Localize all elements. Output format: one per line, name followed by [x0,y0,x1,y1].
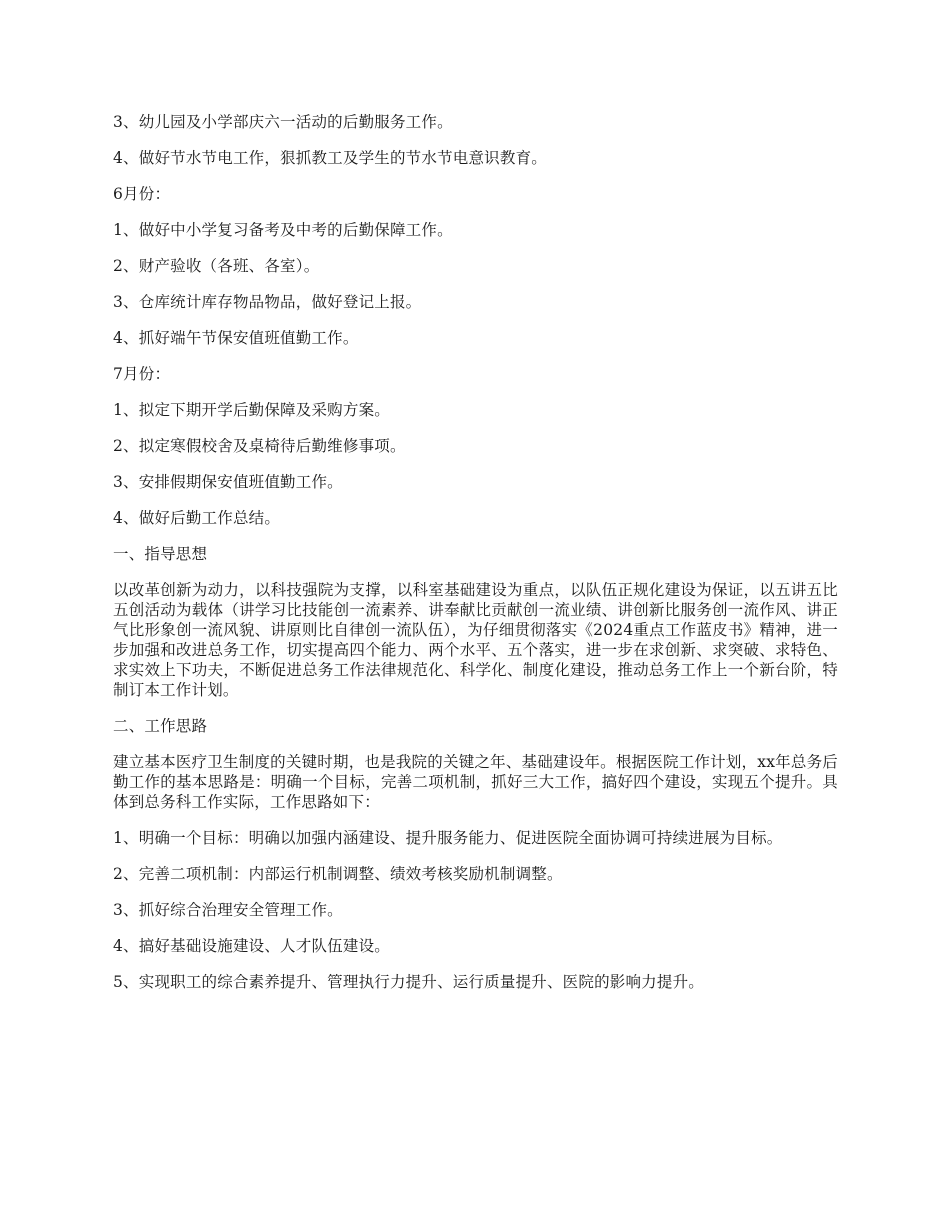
section-heading-june: 6月份： [113,185,171,203]
list-item: 4、做好后勤工作总结。 [113,509,281,527]
list-item: 3、仓库统计库存物品物品，做好登记上报。 [113,293,422,311]
list-item: 1、做好中小学复习备考及中考的后勤保障工作。 [113,221,453,239]
body-paragraph: 以改革创新为动力，以科技强院为支撑，以科室基础建设为重点，以队伍正规化建设为保证，以五讲五比五创活动为载体（讲学习比技能创一流素养、讲奉献比贡献创一流业绩、讲创新比服务创一流作风、讲正气比形象创一流风貌、讲原则比自律创一流队伍），为仔细贯彻落实《2024重点工作蓝皮书》精神，进一步加强和改进总务工作，切实提高四个能力、两个水平、五个落实，进一步在求创新、求突破、求特色、求实效上下功夫，不断促进总务工作法律规范化、科学化、制度化建设，推动总务工作上一个新台阶，特制订本工作计划。 [113,581,838,699]
list-item: 3、安排假期保安值班值勤工作。 [113,473,343,491]
list-item: 4、抓好端午节保安值班值勤工作。 [113,329,359,347]
list-item: 1、拟定下期开学后勤保障及采购方案。 [113,401,390,419]
list-item: 3、幼儿园及小学部庆六一活动的后勤服务工作。 [113,113,453,131]
list-item: 3、抓好综合治理安全管理工作。 [113,901,343,919]
list-item: 4、搞好基础设施建设、人才队伍建设。 [113,937,390,955]
list-item: 2、财产验收（各班、各室）。 [113,257,320,275]
section-heading-july: 7月份： [113,365,171,383]
section-heading-work-approach: 二、工作思路 [113,717,208,735]
list-item: 2、完善二项机制：内部运行机制调整、绩效考核奖励机制调整。 [113,865,563,883]
list-item: 5、实现职工的综合素养提升、管理执行力提升、运行质量提升、医院的影响力提升。 [113,973,704,991]
list-item: 4、做好节水节电工作，狠抓教工及学生的节水节电意识教育。 [113,149,547,167]
document-body [113,112,838,1008]
body-paragraph: 建立基本医疗卫生制度的关键时期，也是我院的关键之年、基础建设年。根据医院工作计划，xx年总务后勤工作的基本思路是：明确一个目标，完善二项机制，抓好三大工作，搞好四个建设，实现五个提升。具体到总务科工作实际，工作思路如下： [113,753,838,811]
section-heading-guiding-thought: 一、指导思想 [113,545,208,563]
list-item: 1、明确一个目标：明确以加强内涵建设、提升服务能力、促进医院全面协调可持续进展为目标。 [113,829,783,847]
list-item: 2、拟定寒假校舍及桌椅待后勤维修事项。 [113,437,406,455]
